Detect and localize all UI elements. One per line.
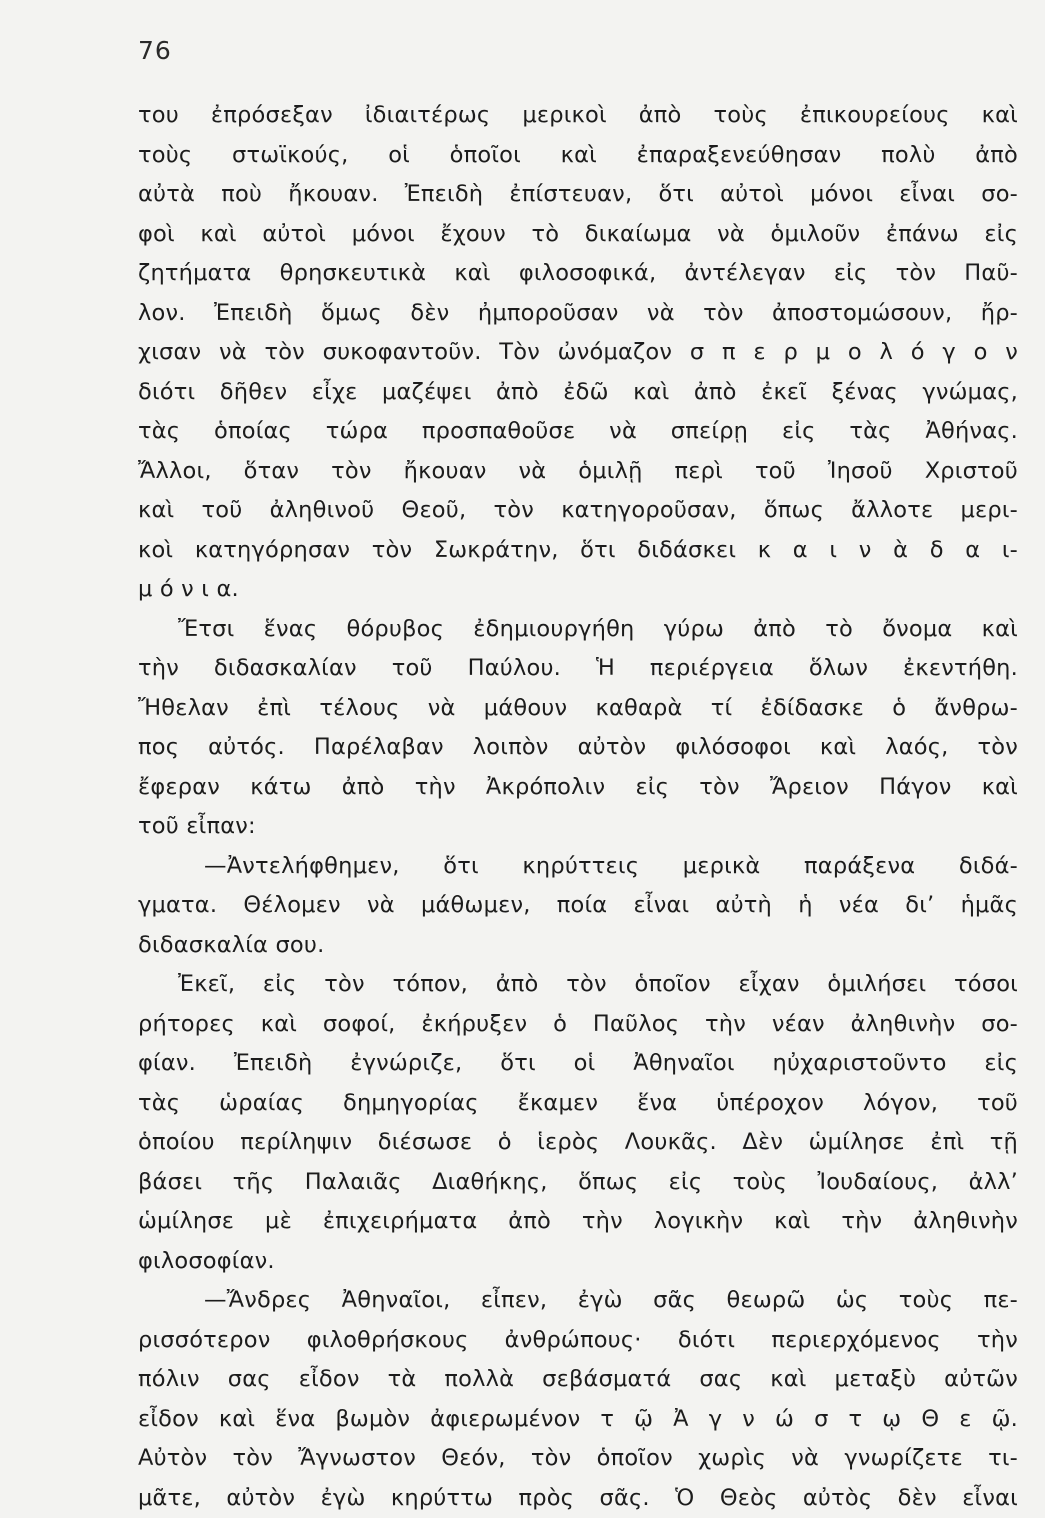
text-line: φιλοσοφίαν. — [138, 1242, 1018, 1282]
text-line: πόλιν σας εἶδον τὰ πολλὰ σεβάσματά σας καὶ μεταξὺ αὐτῶν — [138, 1360, 1018, 1400]
text-line: Ἄλλοι, ὅταν τὸν ἤκουαν νὰ ὁμιλῇ περὶ τοῦ Ἰησοῦ Χριστοῦ — [138, 452, 1018, 492]
text-line: ρισσότερον φιλοθρήσκους ἀνθρώπους· διότι περιερχόμενος τὴν — [138, 1321, 1018, 1361]
text-line: εἶδον καὶ ἕνα βωμὸν ἀφιερωμένον τ ῷ Ἀ γ ν ώ σ τ ῳ Θ ε ῷ. — [138, 1400, 1018, 1440]
text-line: χισαν νὰ τὸν συκοφαντοῦν. Τὸν ὠνόμαζον σ π ε ρ μ ο λ ό γ ο ν — [138, 333, 1018, 373]
text-line: κοὶ κατηγόρησαν τὸν Σωκράτην, ὅτι διδάσκει κ α ι ν ὰ δ α ι- — [138, 531, 1018, 571]
text-line: τὴν διδασκαλίαν τοῦ Παύλου. Ἡ περιέργεια ὅλων ἐκεντήθη. — [138, 649, 1018, 689]
text-line: τὰς ὡραίας δημηγορίας ἔκαμεν ἕνα ὑπέροχον λόγον, τοῦ — [138, 1084, 1018, 1124]
text-line: λον. Ἐπειδὴ ὅμως δὲν ἠμποροῦσαν νὰ τὸν ἀποστομώσουν, ἤρ- — [138, 294, 1018, 334]
text-line: αὐτὰ ποὺ ἤκουαν. Ἐπειδὴ ἐπίστευαν, ὅτι αὐτοὶ μόνοι εἶναι σο- — [138, 175, 1018, 215]
text-line: φοὶ καὶ αὐτοὶ μόνοι ἔχουν τὸ δικαίωμα νὰ ὁμιλοῦν ἐπάνω εἰς — [138, 215, 1018, 255]
text-line: φίαν. Ἐπειδὴ ἐγνώριζε, ὅτι οἱ Ἀθηναῖοι ηὐχαριστοῦντο εἰς — [138, 1044, 1018, 1084]
text-line: ρήτορες καὶ σοφοί, ἐκήρυξεν ὁ Παῦλος τὴν νέαν ἀληθινὴν σο- — [138, 1005, 1018, 1045]
text-line: μᾶτε, αὐτὸν ἐγὼ κηρύττω πρὸς σᾶς. Ὁ Θεὸς αὐτὸς δὲν εἶναι — [138, 1479, 1018, 1518]
text-line: τὰς ὁποίας τώρα προσπαθοῦσε νὰ σπείρῃ εἰς τὰς Ἀθήνας. — [138, 412, 1018, 452]
text-line: Ἔτσι ἕνας θόρυβος ἐδημιουργήθη γύρω ἀπὸ τὸ ὄνομα καὶ — [138, 610, 1018, 650]
text-line: τοὺς στωϊκούς, οἱ ὁποῖοι καὶ ἐπαραξενεύθησαν πολὺ ἀπὸ — [138, 136, 1018, 176]
text-line: πος αὐτός. Παρέλαβαν λοιπὸν αὐτὸν φιλόσοφοι καὶ λαός, τὸν — [138, 728, 1018, 768]
text-line: —Ἄνδρες Ἀθηναῖοι, εἶπεν, ἐγὼ σᾶς θεωρῶ ὡς τοὺς πε- — [138, 1281, 1018, 1321]
text-line: διότι δῆθεν εἶχε μαζέψει ἀπὸ ἐδῶ καὶ ἀπὸ ἐκεῖ ξένας γνώμας, — [138, 373, 1018, 413]
text-line: τοῦ εἶπαν: — [138, 807, 1018, 847]
body-text — [138, 96, 1018, 1518]
text-line: —Ἀντελήφθημεν, ὅτι κηρύττεις μερικὰ παράξενα διδά- — [138, 847, 1018, 887]
text-line: Αὐτὸν τὸν Ἄγνωστον Θεόν, τὸν ὁποῖον χωρὶς νὰ γνωρίζετε τι- — [138, 1439, 1018, 1479]
text-line: διδασκαλία σου. — [138, 926, 1018, 966]
text-line: Ἐκεῖ, εἰς τὸν τόπον, ἀπὸ τὸν ὁποῖον εἶχαν ὁμιλήσει τόσοι — [138, 965, 1018, 1005]
text-line: ζητήματα θρησκευτικὰ καὶ φιλοσοφικά, ἀντέλεγαν εἰς τὸν Παῦ- — [138, 254, 1018, 294]
text-line: ἔφεραν κάτω ἀπὸ τὴν Ἀκρόπολιν εἰς τὸν Ἄρειον Πάγον καὶ — [138, 768, 1018, 808]
text-line: βάσει τῆς Παλαιᾶς Διαθήκης, ὅπως εἰς τοὺς Ἰουδαίους, ἀλλ’ — [138, 1163, 1018, 1203]
text-line: μ ό ν ι α. — [138, 570, 1018, 610]
text-line: καὶ τοῦ ἀληθινοῦ Θεοῦ, τὸν κατηγοροῦσαν, ὅπως ἄλλοτε μερι- — [138, 491, 1018, 531]
page-number: 76 — [138, 36, 172, 65]
text-line: γματα. Θέλομεν νὰ μάθωμεν, ποία εἶναι αὐτὴ ἡ νέα δι’ ἡμᾶς — [138, 886, 1018, 926]
text-line: ὁποίου περίληψιν διέσωσε ὁ ἱερὸς Λουκᾶς. Δὲν ὡμίλησε ἐπὶ τῇ — [138, 1123, 1018, 1163]
text-line: Ἤθελαν ἐπὶ τέλους νὰ μάθουν καθαρὰ τί ἐδίδασκε ὁ ἄνθρω- — [138, 689, 1018, 729]
text-line: του ἐπρόσεξαν ἰδιαιτέρως μερικοὶ ἀπὸ τοὺς ἐπικουρείους καὶ — [138, 96, 1018, 136]
text-line: ὡμίλησε μὲ ἐπιχειρήματα ἀπὸ τὴν λογικὴν καὶ τὴν ἀληθινὴν — [138, 1202, 1018, 1242]
